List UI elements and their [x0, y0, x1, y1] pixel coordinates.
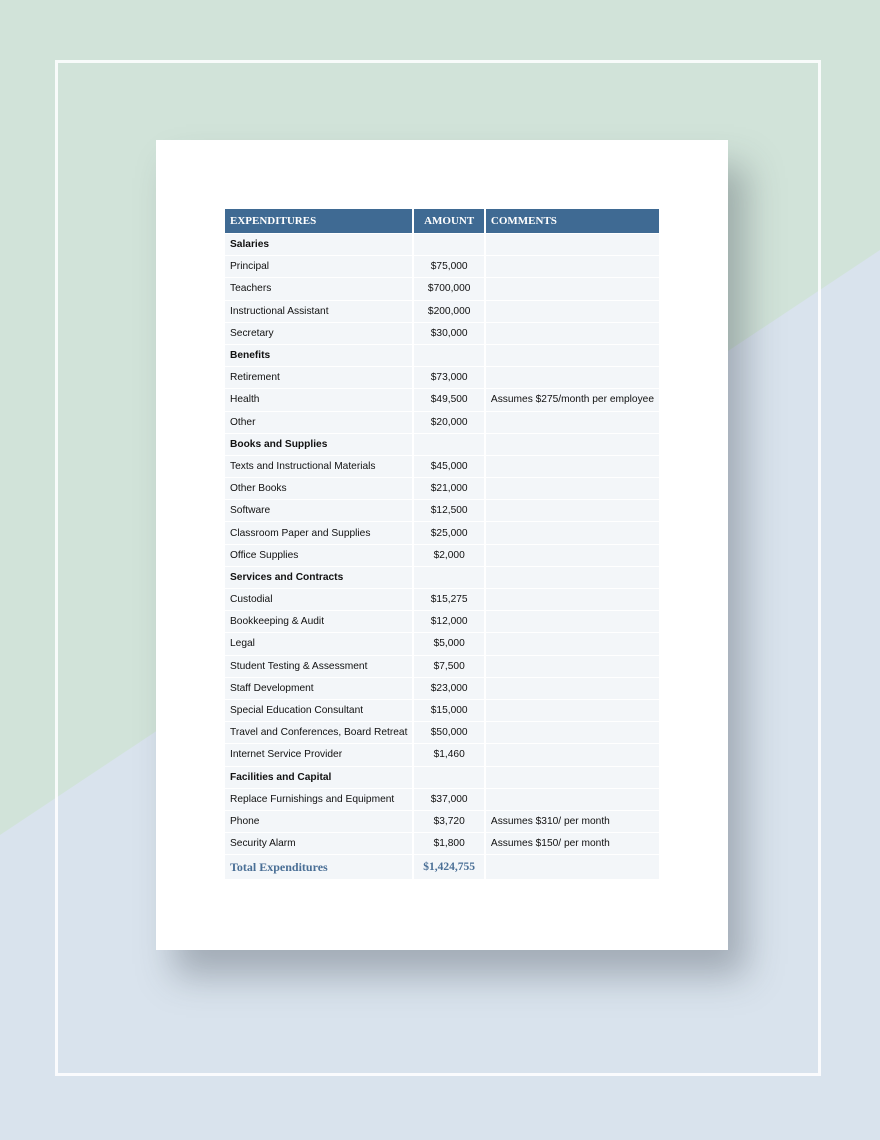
row-comment-cell: [486, 789, 659, 810]
table-row: [225, 478, 659, 499]
row-comment-cell: [486, 678, 659, 699]
table-row: [225, 412, 659, 433]
table-row: [225, 389, 659, 410]
table-row: [225, 367, 659, 388]
row-amount-cell: $23,000: [414, 678, 483, 699]
row-amount-cell: [414, 345, 483, 366]
row-item-cell: Other Books: [225, 478, 412, 499]
row-amount-cell: $3,720: [414, 811, 483, 832]
row-comment-cell: [486, 301, 659, 322]
row-amount-cell: $12,500: [414, 500, 483, 521]
expenditures-table: [223, 208, 661, 880]
header-comments: COMMENTS: [486, 209, 659, 233]
row-item-cell: Staff Development: [225, 678, 412, 699]
table-row: [225, 744, 659, 765]
row-amount-cell: [414, 434, 483, 455]
row-comment-cell: [486, 633, 659, 654]
row-item-cell: Replace Furnishings and Equipment: [225, 789, 412, 810]
table-row: [225, 811, 659, 832]
category-row: [225, 345, 659, 366]
row-comment-cell: Assumes $310/ per month: [486, 811, 659, 832]
table-row: [225, 522, 659, 543]
total-amount: $1,424,755: [414, 855, 483, 879]
row-comment-cell: [486, 367, 659, 388]
row-amount-cell: $75,000: [414, 256, 483, 277]
row-item-cell: Custodial: [225, 589, 412, 610]
row-comment-cell: Assumes $275/month per employee: [486, 389, 659, 410]
row-item-cell: Security Alarm: [225, 833, 412, 854]
row-item-cell: Special Education Consultant: [225, 700, 412, 721]
row-item-cell: Facilities and Capital: [225, 767, 412, 788]
row-item-cell: Books and Supplies: [225, 434, 412, 455]
total-row: [225, 855, 659, 879]
header-amount: AMOUNT: [414, 209, 483, 233]
row-amount-cell: $2,000: [414, 545, 483, 566]
row-item-cell: Instructional Assistant: [225, 301, 412, 322]
row-amount-cell: $5,000: [414, 633, 483, 654]
row-amount-cell: $73,000: [414, 367, 483, 388]
row-item-cell: Office Supplies: [225, 545, 412, 566]
row-amount-cell: $20,000: [414, 412, 483, 433]
row-comment-cell: [486, 478, 659, 499]
row-item-cell: Teachers: [225, 278, 412, 299]
document-page: [156, 140, 728, 950]
row-comment-cell: [486, 589, 659, 610]
row-comment-cell: [486, 323, 659, 344]
row-comment-cell: [486, 767, 659, 788]
table-row: [225, 633, 659, 654]
row-amount-cell: [414, 234, 483, 255]
table-row: [225, 722, 659, 743]
total-comment: [486, 855, 659, 879]
row-comment-cell: [486, 256, 659, 277]
category-row: [225, 767, 659, 788]
table-row: [225, 456, 659, 477]
row-amount-cell: $37,000: [414, 789, 483, 810]
row-item-cell: Legal: [225, 633, 412, 654]
row-comment-cell: [486, 744, 659, 765]
row-amount-cell: $1,800: [414, 833, 483, 854]
row-item-cell: Classroom Paper and Supplies: [225, 522, 412, 543]
row-amount-cell: $200,000: [414, 301, 483, 322]
table-row: [225, 700, 659, 721]
table-row: [225, 589, 659, 610]
row-comment-cell: [486, 611, 659, 632]
table-row: [225, 545, 659, 566]
row-comment-cell: [486, 700, 659, 721]
table-row: [225, 656, 659, 677]
table-row: [225, 789, 659, 810]
table-row: [225, 678, 659, 699]
row-amount-cell: $12,000: [414, 611, 483, 632]
row-comment-cell: [486, 412, 659, 433]
row-item-cell: Other: [225, 412, 412, 433]
category-row: [225, 434, 659, 455]
row-amount-cell: $7,500: [414, 656, 483, 677]
row-comment-cell: [486, 278, 659, 299]
table-row: [225, 611, 659, 632]
table-row: [225, 278, 659, 299]
table-row: [225, 323, 659, 344]
row-amount-cell: [414, 767, 483, 788]
row-amount-cell: $15,275: [414, 589, 483, 610]
row-amount-cell: $45,000: [414, 456, 483, 477]
row-item-cell: Internet Service Provider: [225, 744, 412, 765]
row-item-cell: Secretary: [225, 323, 412, 344]
row-item-cell: Phone: [225, 811, 412, 832]
row-comment-cell: [486, 567, 659, 588]
total-label: Total Expenditures: [225, 855, 412, 879]
table-row: [225, 301, 659, 322]
row-amount-cell: $49,500: [414, 389, 483, 410]
category-row: [225, 567, 659, 588]
row-comment-cell: [486, 434, 659, 455]
category-row: [225, 234, 659, 255]
row-item-cell: Bookkeeping & Audit: [225, 611, 412, 632]
row-comment-cell: [486, 656, 659, 677]
row-comment-cell: [486, 456, 659, 477]
row-item-cell: Software: [225, 500, 412, 521]
row-item-cell: Services and Contracts: [225, 567, 412, 588]
row-comment-cell: [486, 722, 659, 743]
row-comment-cell: Assumes $150/ per month: [486, 833, 659, 854]
row-comment-cell: [486, 234, 659, 255]
row-comment-cell: [486, 522, 659, 543]
row-item-cell: Travel and Conferences, Board Retreat: [225, 722, 412, 743]
row-amount-cell: $21,000: [414, 478, 483, 499]
row-amount-cell: $30,000: [414, 323, 483, 344]
row-comment-cell: [486, 500, 659, 521]
row-comment-cell: [486, 545, 659, 566]
header-expenditures: EXPENDITURES: [225, 209, 412, 233]
row-amount-cell: $1,460: [414, 744, 483, 765]
row-item-cell: Benefits: [225, 345, 412, 366]
row-item-cell: Retirement: [225, 367, 412, 388]
row-item-cell: Student Testing & Assessment: [225, 656, 412, 677]
table-row: [225, 256, 659, 277]
row-amount-cell: $50,000: [414, 722, 483, 743]
row-amount-cell: $700,000: [414, 278, 483, 299]
row-amount-cell: $15,000: [414, 700, 483, 721]
table-row: [225, 500, 659, 521]
row-item-cell: Salaries: [225, 234, 412, 255]
table-header-row: [225, 209, 659, 233]
row-item-cell: Health: [225, 389, 412, 410]
table-row: [225, 833, 659, 854]
row-item-cell: Texts and Instructional Materials: [225, 456, 412, 477]
row-amount-cell: $25,000: [414, 522, 483, 543]
row-amount-cell: [414, 567, 483, 588]
row-comment-cell: [486, 345, 659, 366]
row-item-cell: Principal: [225, 256, 412, 277]
